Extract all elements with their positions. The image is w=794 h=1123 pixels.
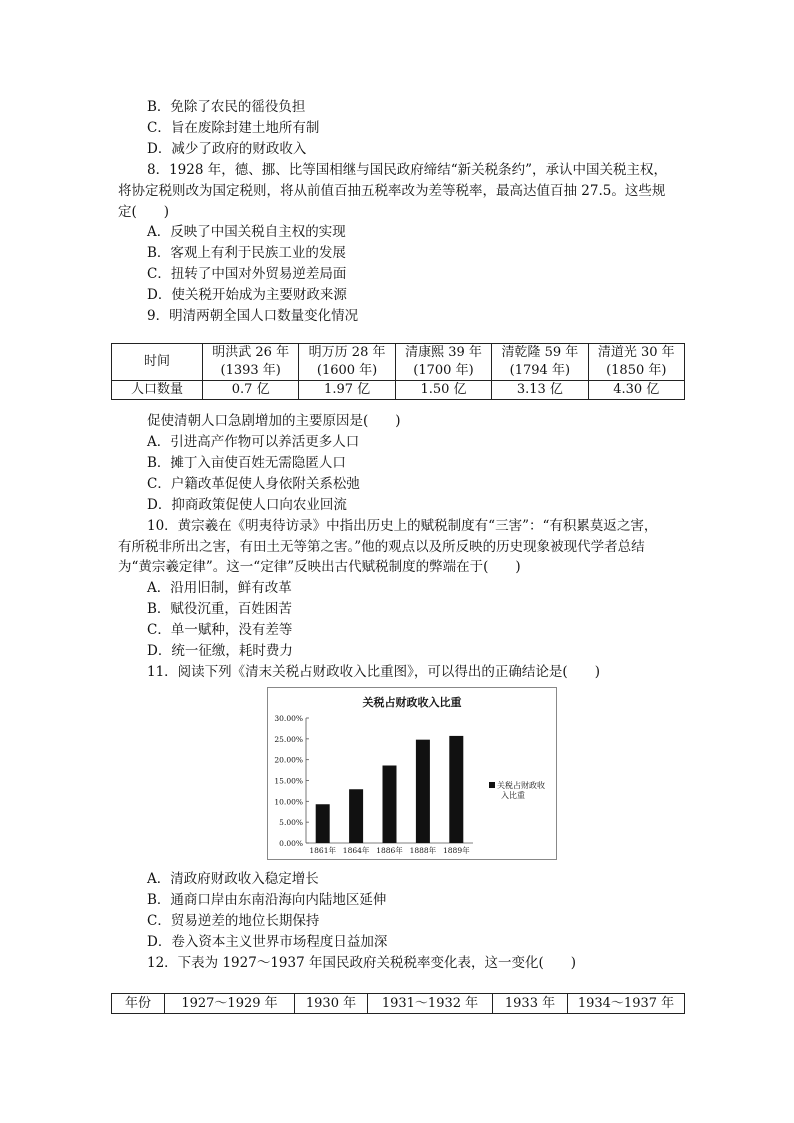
y-tick-label: 20.00%	[274, 755, 303, 765]
table-cell-year: 1927～1929 年	[165, 994, 295, 1014]
q8-option-c: C．扭转了中国对外贸易逆差局面	[147, 266, 347, 282]
q9-question: 促使清朝人口急剧增加的主要原因是( )	[147, 413, 401, 429]
table-cell-era: 明万历 28 年 (1600 年)	[299, 344, 395, 381]
q9-option-b: B．摊丁入亩使百姓无需隐匿人口	[147, 455, 346, 471]
q11-stem: 11．阅读下列《清末关税占财政收入比重图》，可以得出的正确结论是( )	[147, 664, 600, 680]
q11-option-b: B．通商口岸由东南沿海向内陆地区延伸	[147, 892, 387, 908]
table-cell-era: 清康熙 39 年 (1700 年)	[395, 344, 491, 381]
bar	[383, 766, 397, 844]
q8-stem-line2: 将协定税则改为国定税则，将从前值百抽五税率改为差等税率，最高达值百抽 27.5。这些规	[118, 183, 666, 199]
q9-option-d: D．抑商政策促使人口向农业回流	[147, 497, 347, 513]
tariff-table	[111, 993, 685, 1014]
legend-swatch	[489, 782, 495, 788]
table-cell-pop: 1.50 亿	[395, 381, 491, 400]
bar	[449, 736, 463, 843]
q10-option-b: B．赋役沉重，百姓困苦	[147, 601, 292, 617]
y-tick-label: 5.00%	[279, 818, 303, 828]
legend-label-line2: 入比重	[501, 791, 525, 800]
q9-option-c: C．户籍改革促使人身依附关系松弛	[147, 476, 360, 492]
table-cell-year: 1933 年	[493, 994, 568, 1014]
q10-stem-line2: 有所税非所出之害，有田土无等第之害。”他的观点以及所反映的历史现象被现代学者总结	[118, 539, 645, 555]
q7-option-d: D．减少了政府的财政收入	[147, 141, 307, 157]
q10-stem-line3: 为“黄宗羲定律”。这一“定律”反映出古代赋税制度的弊端在于( )	[118, 559, 521, 575]
q7-option-c: C．旨在废除封建土地所有制	[147, 120, 320, 136]
q10-option-d: D．统一征缴，耗时费力	[147, 643, 293, 659]
table-cell-era: 明洪武 26 年 (1393 年)	[203, 344, 299, 381]
q7-option-b: B．免除了农民的徭役负担	[147, 99, 306, 115]
table-cell-year: 1934～1937 年	[568, 994, 685, 1014]
x-tick-label: 1861年	[309, 846, 336, 855]
chart-title: 关税占财政收入比重	[362, 696, 462, 709]
y-tick-label: 25.00%	[274, 734, 303, 744]
q11-option-a: A．清政府财政收入稳定增长	[147, 871, 319, 887]
q11-option-d: D．卷入资本主义世界市场程度日益加深	[147, 934, 388, 950]
q10-stem-line1: 10．黄宗羲在《明夷待访录》中指出历史上的赋税制度有“三害”：“有积累莫返之害，	[147, 518, 658, 534]
table-cell-pop: 1.97 亿	[299, 381, 395, 400]
table-header-year: 年份	[112, 994, 165, 1014]
bar	[416, 740, 430, 843]
q8-option-a: A．反映了中国关税自主权的实现	[147, 224, 346, 240]
y-tick-label: 30.00%	[274, 714, 303, 723]
chart-canvas	[268, 688, 556, 859]
table-header-population: 人口数量	[112, 381, 203, 400]
q8-option-d: D．使关税开始成为主要财政来源	[147, 287, 347, 303]
table-header-time: 时间	[112, 344, 203, 381]
q8-stem-line1: 8．1928 年，德、挪、比等国相继与国民政府缔结“新关税条约”，承认中国关税主权，	[147, 162, 668, 178]
x-tick-label: 1886年	[376, 846, 403, 855]
q9-option-a: A．引进高产作物可以养活更多人口	[147, 434, 360, 450]
q12-stem: 12．下表为 1927～1937 年国民政府关税税率变化表，这一变化( )	[147, 955, 577, 971]
table-cell-era: 清乾隆 59 年 (1794 年)	[492, 344, 588, 381]
table-cell-year: 1931～1932 年	[368, 994, 493, 1014]
y-tick-label: 15.00%	[274, 776, 303, 786]
table-cell-pop: 0.7 亿	[203, 381, 299, 400]
x-tick-label: 1888年	[409, 846, 437, 855]
bar	[316, 804, 330, 843]
y-tick-label: 0.00%	[279, 839, 303, 848]
q10-option-a: A．沿用旧制，鲜有改革	[147, 580, 292, 596]
customs-revenue-chart	[267, 687, 557, 860]
table-cell-pop: 3.13 亿	[492, 381, 588, 400]
population-table	[111, 343, 685, 400]
table-cell-pop: 4.30 亿	[588, 381, 684, 400]
table-cell-era: 清道光 30 年 (1850 年)	[588, 344, 684, 381]
y-tick-label: 10.00%	[274, 797, 303, 807]
q9-stem: 9．明清两朝全国人口数量变化情况	[147, 308, 359, 324]
table-cell-year: 1930 年	[295, 994, 368, 1014]
q10-option-c: C．单一赋种，没有差等	[147, 622, 293, 638]
x-tick-label: 1889年	[443, 846, 470, 855]
q8-option-b: B．客观上有利于民族工业的发展	[147, 245, 346, 261]
q8-stem-line3: 定( )	[118, 204, 170, 220]
q11-option-c: C．贸易逆差的地位长期保持	[147, 913, 320, 929]
bar	[349, 789, 363, 843]
x-tick-label: 1864年	[342, 846, 370, 855]
legend-label-line1: 关税占财政收	[497, 781, 545, 790]
